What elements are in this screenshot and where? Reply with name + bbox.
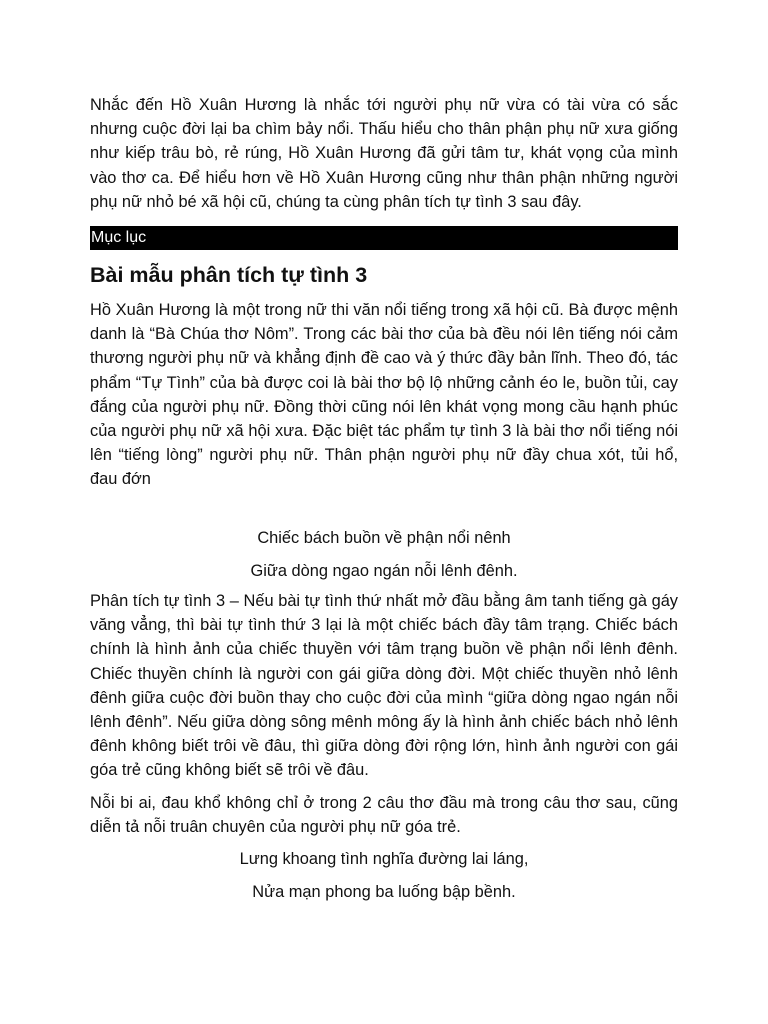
document-page: [90, 93, 678, 913]
body-paragraph-1: Hồ Xuân Hương là một trong nữ thi văn nổi tiếng trong xã hội cũ. Bà được mệnh danh là “Bà Chúa thơ Nôm”. Trong các bài thơ của bà đều nói lên tiếng nói cảm thương người phụ nữ và khẳng định đề cao và ý thức đầy bản lĩnh. Theo đó, tác phẩm “Tự Tình” của bà được coi là bài thơ bộ lộ những cảnh éo le, buồn tủi, cay đắng của người phụ nữ. Đồng thời cũng nói lên khát vọng mong cầu hạnh phúc của người phụ nữ xã hội xưa. Đặc biệt tác phẩm tự tình 3 là bài thơ nổi tiếng nói lên “tiếng lòng” người phụ nữ. Thân phận người phụ nữ đầy chua xót, tủi hổ, đau đớn: [90, 301, 678, 489]
toc-label: Mục lục: [91, 229, 147, 247]
body-paragraph-2: Phân tích tự tình 3 – Nếu bài tự tình thứ nhất mở đầu bằng âm tanh tiếng gà gáy văng vẳng, thì bài tự tình thứ 3 lại là một chiếc bách đầy tâm trạng. Chiếc bách chính là hình ảnh của chiếc thuyền với tâm trạng buồn về phận nổi lênh đênh. Chiếc thuyền chính là người con gái giữa dòng đời. Một chiếc thuyền nhỏ lênh đênh giữa cuộc đời buồn thay cho cuộc đời của mình “giữa dòng ngao ngán nỗi lênh đênh”. Nếu giữa dòng sông mênh mông ấy là hình ảnh chiếc bách nhỏ lênh đênh không biết trôi về đâu, thì giữa dòng đời rộng lớn, hình ảnh người con gái góa trẻ cũng không biết sẽ trôi về đâu.: [90, 592, 678, 780]
verse-line-1: Chiếc bách buồn về phận nổi nênh: [257, 528, 511, 547]
body-paragraph-3: Nỗi bi ai, đau khổ không chỉ ở trong 2 câu thơ đầu mà trong câu thơ sau, cũng diễn tả nỗi truân chuyên của người phụ nữ góa trẻ.: [90, 793, 678, 836]
verse-line-2: Giữa dòng ngao ngán nỗi lênh đênh.: [250, 561, 518, 580]
intro-paragraph: Nhắc đến Hồ Xuân Hương là nhắc tới người phụ nữ vừa có tài vừa có sắc nhưng cuộc đời lại ba chìm bảy nổi. Thấu hiểu cho thân phận phụ nữ xưa giống như kiếp trâu bò, rẻ rúng, Hồ Xuân Hương đã gửi tâm tư, khát vọng của mình vào thơ ca. Để hiểu hơn về Hồ Xuân Hương cũng như thân phận những người phụ nữ nhỏ bé xã hội cũ, chúng ta cùng phân tích tự tình 3 sau đây.: [90, 96, 678, 211]
verse-line-3: Lưng khoang tình nghĩa đường lai láng,: [239, 850, 529, 869]
verse-line-4: Nửa mạn phong ba luống bập bềnh.: [252, 883, 516, 902]
section-heading: Bài mẫu phân tích tự tình 3: [90, 263, 368, 288]
table-of-contents-toggle[interactable]: [90, 226, 678, 250]
